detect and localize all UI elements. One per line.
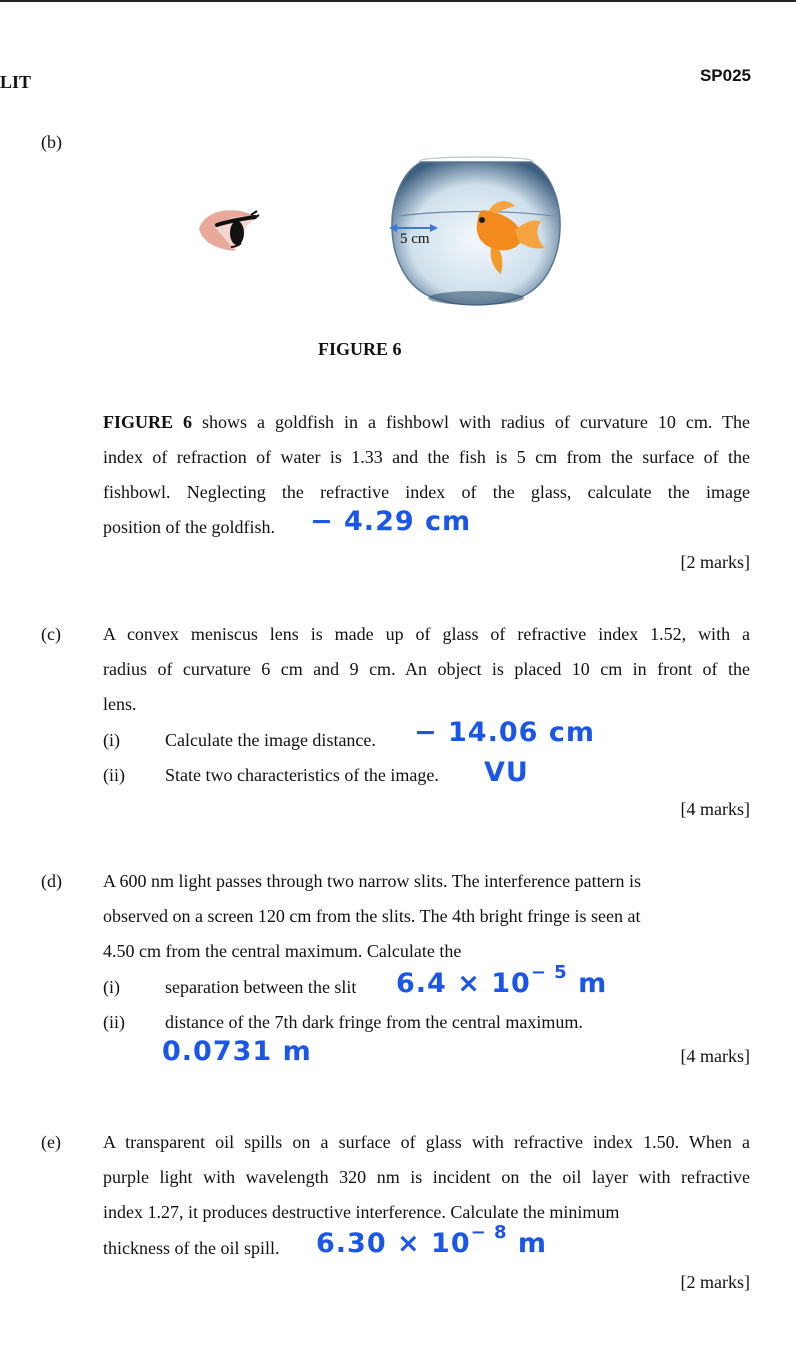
c-line-3: lens. [103, 694, 137, 714]
d-ii-handwritten-answer: 0.0731 m [162, 1036, 312, 1067]
d-marks: [4 marks] [680, 1046, 750, 1066]
c-marks: [4 marks] [680, 799, 750, 819]
e-line-3: index 1.27, it produces destructive interference. Calculate the minimum [103, 1202, 620, 1222]
c-i-text: Calculate the image distance. [165, 730, 376, 750]
d-i-answer-unit: m [578, 968, 608, 999]
c-line-1: A convex meniscus lens is made up of glass of refractive index 1.52, with a [103, 624, 750, 644]
d-line-1: A 600 nm light passes through two narrow slits. The interference pattern is [103, 871, 642, 891]
e-answer-unit: m [517, 1228, 548, 1259]
d-i-label: (i) [103, 977, 120, 997]
b-handwritten-answer: − 4.29 cm [310, 506, 472, 537]
e-line-1: A transparent oil spills on a surface of glass with refractive index 1.50. When a [103, 1132, 750, 1152]
b-line-3: fishbowl. Neglecting the refractive index of the glass, calculate the image [103, 482, 750, 502]
part-b-label: (b) [41, 132, 62, 152]
e-answer-base: 6.30 × 10 [316, 1228, 471, 1259]
header-left: LIT [0, 72, 32, 92]
d-ii-label: (ii) [103, 1012, 125, 1032]
d-line-2: observed on a screen 120 cm from the slits. The 4th bright fringe is seen at [103, 906, 641, 926]
part-d-label: (d) [41, 871, 62, 891]
b-line-1 [103, 411, 750, 433]
part-c-label: (c) [41, 624, 61, 644]
eye-illustration [195, 203, 265, 255]
d-i-text: separation between the slit [165, 977, 357, 997]
b-marks: [2 marks] [680, 552, 750, 572]
d-i-answer-exponent: − 5 [530, 962, 568, 983]
c-i-label: (i) [103, 730, 120, 750]
part-e-label: (e) [41, 1132, 61, 1152]
c-ii-label: (ii) [103, 765, 125, 785]
d-i-handwritten-answer [396, 962, 608, 999]
e-line-4: thickness of the oil spill. [103, 1238, 280, 1258]
d-i-answer-base: 6.4 × 10 [396, 968, 531, 999]
d-ii-text: distance of the 7th dark fringe from the central maximum. [165, 1012, 583, 1032]
distance-label: 5 cm [400, 231, 430, 247]
header-code: SP025 [699, 66, 751, 85]
b-figure-ref: FIGURE 6 [103, 412, 192, 432]
e-answer-exponent: − 8 [470, 1222, 508, 1243]
figure-title: FIGURE 6 [318, 339, 402, 359]
c-i-handwritten-answer: − 14.06 cm [414, 717, 595, 748]
e-line-2: purple light with wavelength 320 nm is incident on the oil layer with refractive [103, 1167, 750, 1187]
c-ii-text: State two characteristics of the image. [165, 765, 439, 785]
top-rule [0, 0, 796, 2]
b-line-1-rest: shows a goldfish in a fishbowl with radius of curvature 10 cm. The [202, 412, 750, 432]
b-line-2: index of refraction of water is 1.33 and the fish is 5 cm from the surface of the [103, 447, 750, 467]
c-ii-handwritten-answer: VU [484, 757, 529, 788]
e-handwritten-answer [316, 1222, 548, 1259]
d-line-3: 4.50 cm from the central maximum. Calculate the [103, 941, 462, 961]
b-line-4: position of the goldfish. [103, 517, 275, 537]
e-marks: [2 marks] [680, 1272, 750, 1292]
c-line-2: radius of curvature 6 cm and 9 cm. An object is placed 10 cm in front of the [103, 659, 750, 679]
